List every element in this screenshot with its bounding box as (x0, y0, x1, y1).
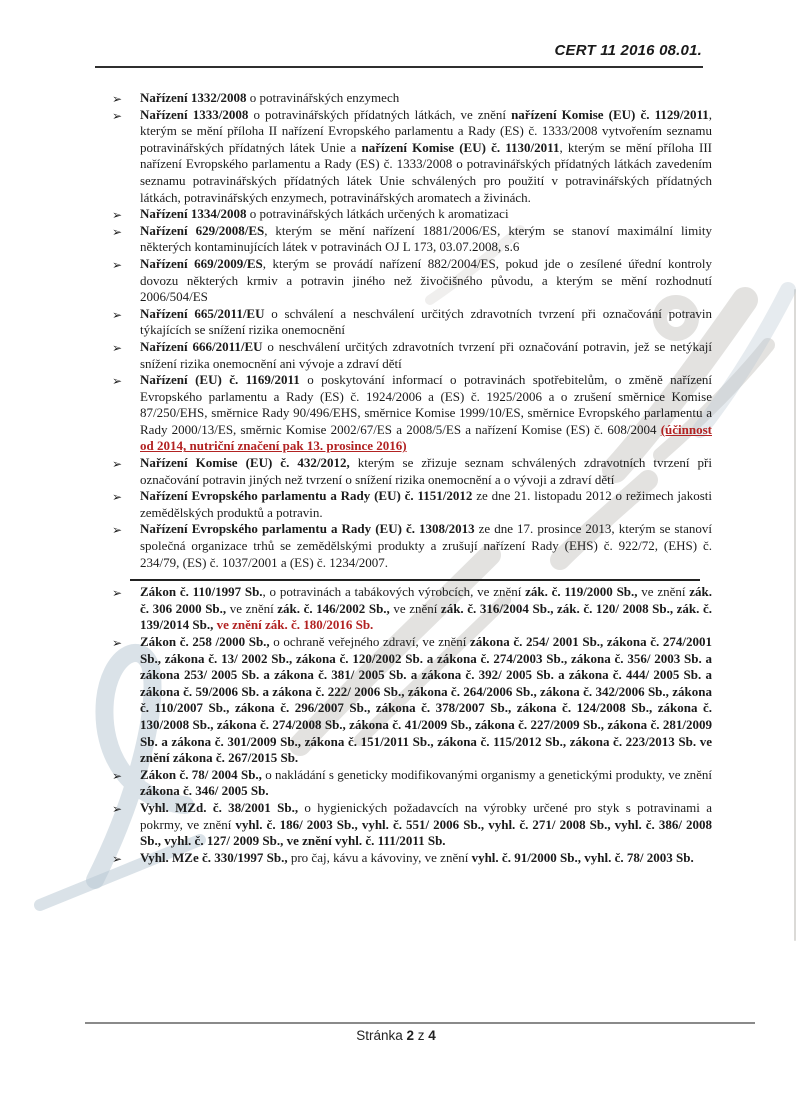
text-segment: ve znění (637, 584, 690, 600)
item-text (140, 455, 712, 488)
text-segment: o nakládání s geneticky modifikovanými organismy a genetickými produkty, ve znění (261, 766, 712, 782)
page-number (0, 1028, 792, 1043)
bullet-arrow-icon: ➢ (112, 586, 123, 601)
section-eu-regulations (97, 90, 712, 571)
item-text (140, 339, 712, 372)
text-segment: zák. č. 316/2004 Sb., zák. č. 120/ 2008 Sb., zák. č. 139/2014 Sb., (140, 600, 712, 633)
text-segment: o hygienických požadavcích na výrobky určené pro styk s potravinami a pokrmy, ve znění (140, 799, 712, 832)
list-item (97, 306, 712, 339)
text-segment: , o potravinách a tabákových výrobcích, ve znění (262, 584, 526, 600)
text-segment: o potravinářských přídatných látkách, ve znění (248, 106, 512, 122)
text-segment: , kterým se mění příloha II nařízení Evropského parlamentu a Rady (ES) č. 1333/2008 vytvořením seznamu potravinářských přídatných látek Unie a (140, 106, 712, 155)
document-body (97, 90, 712, 866)
text-segment: kterým se zřizuje seznam schválených zdravotních tvrzení při označování potravin jiných než tvrzení o snížení rizika onemocnění a o vývoji a zdraví dětí (140, 455, 712, 487)
text-segment: ve znění zák. č. 180/2016 Sb. (216, 617, 374, 633)
text-segment: Zákon č. 78/ 2004 Sb., (140, 766, 262, 782)
text-segment: zák. č. 306 2000 Sb., (140, 584, 712, 616)
text-segment: Nařízení Evropského parlamentu a Rady (EU) č. 1308/2013 (140, 521, 475, 537)
item-text (140, 521, 712, 571)
bullet-arrow-icon: ➢ (112, 108, 123, 123)
item-text (140, 223, 712, 256)
text-segment: zák. č. 119/2000 Sb., (525, 584, 638, 600)
bullet-arrow-icon: ➢ (112, 374, 123, 389)
current-page-number: 2 (406, 1028, 414, 1043)
bullet-arrow-icon: ➢ (112, 307, 123, 322)
text-segment: ve znění (226, 600, 278, 616)
text-segment: (účinnost od 2014, nutriční značení pak 13. prosince 2016) (140, 421, 712, 454)
bullet-arrow-icon: ➢ (112, 257, 123, 272)
text-segment: zák. č. 146/2002 Sb., (277, 600, 390, 616)
page-of-word: z (417, 1028, 425, 1043)
text-segment: vyhl. č. 91/2000 Sb., vyhl. č. 78/ 2003 Sb. (471, 849, 694, 865)
list-item (97, 584, 712, 634)
list-item (97, 90, 712, 107)
item-text (140, 850, 712, 867)
list-item (97, 850, 712, 867)
text-segment: nařízení Komise (EU) č. 1129/2011 (511, 106, 709, 122)
bullet-arrow-icon: ➢ (112, 636, 123, 650)
text-segment: Nařízení Komise (EU) č. 432/2012, (140, 455, 350, 471)
item-text (140, 206, 712, 223)
text-segment: Zákon č. 258 /2000 Sb., (140, 634, 270, 649)
text-segment: ze dne 21. listopadu 2012 o režimech jakosti zemědělských produktů a potravin. (140, 488, 712, 520)
text-segment: ze dne 17. prosince 2013, kterým se stanoví společná organizace trhů se zemědělskými produkty a zrušují nařízení Rady (EHS) č. 922/72, (EHS) č. 234/79, (ES) č. 1037/2001 a (ES) č. 1234/2007. (140, 521, 712, 570)
text-segment: Nařízení 1332/2008 (140, 90, 247, 105)
list-item (97, 256, 712, 306)
text-segment: o neschválení určitých zdravotních tvrzení při označování potravin, jež se netýkají snížení rizika onemocnění ani vývoje a zdraví dětí (140, 338, 712, 371)
item-text (140, 306, 712, 339)
list-item (97, 372, 712, 455)
list-item (97, 223, 712, 256)
text-segment: , kterým se mění příloha III nařízení Evropského parlamentu a Rady (ES) č. 1333/2008 o potravinářských přídatných látkách zavedením seznamu potravinářských přídatných látek Unie schválených pro použití v potravinářských přídatných látkách, potravinářských enzymech, potravinářských aromatech a živinách. (140, 139, 712, 205)
text-segment: o ochraně veřejného zdraví, ve znění (269, 634, 471, 649)
text-segment: o potravinářských enzymech (246, 90, 400, 105)
text-segment: Vyhl. MZe č. 330/1997 Sb., (140, 849, 288, 865)
bullet-arrow-icon: ➢ (112, 768, 123, 783)
bullet-arrow-icon: ➢ (112, 851, 123, 866)
item-text (140, 90, 712, 107)
text-segment: Vyhl. MZd. č. 38/2001 Sb., (140, 799, 299, 815)
text-segment: ve znění (389, 600, 441, 616)
item-text (140, 584, 712, 634)
list-item (97, 634, 712, 767)
text-segment: Nařízení (EU) č. 1169/2011 (140, 372, 300, 388)
bullet-arrow-icon: ➢ (112, 92, 123, 106)
text-segment: Nařízení 629/2008/ES (140, 222, 265, 238)
list-item (97, 339, 712, 372)
text-segment: zákona č. 346/ 2005 Sb. (140, 783, 269, 799)
total-page-count: 4 (428, 1028, 436, 1043)
text-segment: , kterým se provádí nařízení 882/2004/ES, pokud jde o zesílené úřední kontroly dovozu některých krmiv a potravin jiného než živočišného původu, a kterým se mění rozhodnutí 2006/504/ES (140, 255, 712, 305)
text-segment: zákona č. 254/ 2001 Sb., zákona č. 274/2001 Sb., zákona č. 13/ 2002 Sb., zákona č. 120/2002 Sb. a zákona č. 274/2003 Sb., zákona č. 356/ 2003 Sb. a zákona 253/ 2005 Sb. a zákona č. 381/ 2005 Sb. a zákona č. 392/ 2005 Sb. a zákona č. 444/ 2005 Sb. a zákona č. 59/2006 Sb. a zákona č. 222/ 2006 Sb., zákona č. 264/2006 Sb., zákona č. 342/2006 Sb., zákona č. 110/2007 Sb., zákona č. 296/2007 Sb., zákona č. 378/2007 Sb., zákona č. 124/2008 Sb., zákona č. 130/2008 Sb., zákona č. 274/2008 Sb., zákona č. 41/2009 Sb., zákona č. 227/2009 Sb., zákona č. 281/2009 Sb. a zákona č. 301/2009 Sb., zákona č. 151/2011 Sb., zákona č. 115/2012 Sb., zákona č. 223/2013 Sb. ve znění zákona č. 267/2015 Sb. (140, 634, 713, 766)
list-item (97, 521, 712, 571)
document-code: CERT 11 2016 08.01. (554, 42, 702, 59)
text-segment: Nařízení 665/2011/EU (140, 305, 265, 321)
text-segment: vyhl. č. 186/ 2003 Sb., vyhl. č. 551/ 2006 Sb., vyhl. č. 271/ 2008 Sb., vyhl. č. 386/ 2008 Sb., vyhl. č. 127/ 2009 Sb., ve znění vyhl. č. 111/2011 Sb. (140, 816, 712, 849)
list-item (97, 488, 712, 521)
bullet-arrow-icon: ➢ (112, 340, 123, 355)
bullet-arrow-icon: ➢ (112, 801, 123, 816)
bullet-arrow-icon: ➢ (112, 490, 123, 505)
text-segment: Nařízení 669/2009/ES (140, 255, 263, 271)
item-text (140, 488, 712, 521)
text-segment: o poskytování informací o potravinách spotřebitelům, o změně nařízení Evropského parlamentu a Rady (ES) č. 1924/2006 a (ES) č. 1925/2006 a o zrušení směrnice Komise 87/250/EHS, směrnice Rady 90/496/EHS, směrnice Komise 1999/10/ES, směrnice Evropského parlamentu a Rady 2000/13/ES, směrnic Komise 2002/67/ES a 2008/5/ES a nařízení Komise (ES) č. 608/2004 (140, 372, 712, 437)
list-item (97, 800, 712, 850)
text-segment: Nařízení 1334/2008 (140, 206, 247, 222)
list-item (97, 107, 712, 207)
text-segment: o schválení a neschválení určitých zdravotních tvrzení při označování potravin týkajících se snížení rizika onemocnění (140, 305, 712, 338)
section-separator (130, 579, 700, 581)
text-segment: Nařízení 1333/2008 (140, 106, 249, 122)
item-text (140, 634, 712, 767)
text-segment: Nařízení Evropského parlamentu a Rady (EU) č. 1151/2012 (140, 488, 473, 504)
header-rule (95, 66, 703, 68)
section-national-laws (97, 584, 712, 866)
list-item (97, 767, 712, 800)
item-text (140, 800, 712, 850)
bullet-arrow-icon: ➢ (112, 523, 123, 538)
item-text (140, 256, 712, 306)
text-segment: Nařízení 666/2011/EU (140, 338, 263, 354)
text-segment: o potravinářských látkách určených k aromatizaci (246, 206, 509, 222)
bullet-arrow-icon: ➢ (112, 457, 123, 472)
bullet-arrow-icon: ➢ (112, 208, 123, 223)
list-item (97, 206, 712, 223)
item-text (140, 107, 712, 207)
item-text (140, 767, 712, 800)
footer-rule (85, 1022, 755, 1024)
text-segment: , kterým se mění nařízení 1881/2006/ES, kterým se stanoví maximální limity některých kontaminujících látek v potravinách OJ L 173, 03.07.2008, s.6 (140, 222, 713, 255)
text-segment: pro čaj, kávu a kávoviny, ve znění (287, 849, 472, 865)
page-label-prefix: Stránka (356, 1028, 403, 1043)
list-item (97, 455, 712, 488)
item-text (140, 372, 712, 455)
bullet-arrow-icon: ➢ (112, 224, 123, 239)
text-segment: Zákon č. 110/1997 Sb. (140, 584, 263, 600)
text-segment: nařízení Komise (EU) č. 1130/2011 (361, 139, 560, 155)
